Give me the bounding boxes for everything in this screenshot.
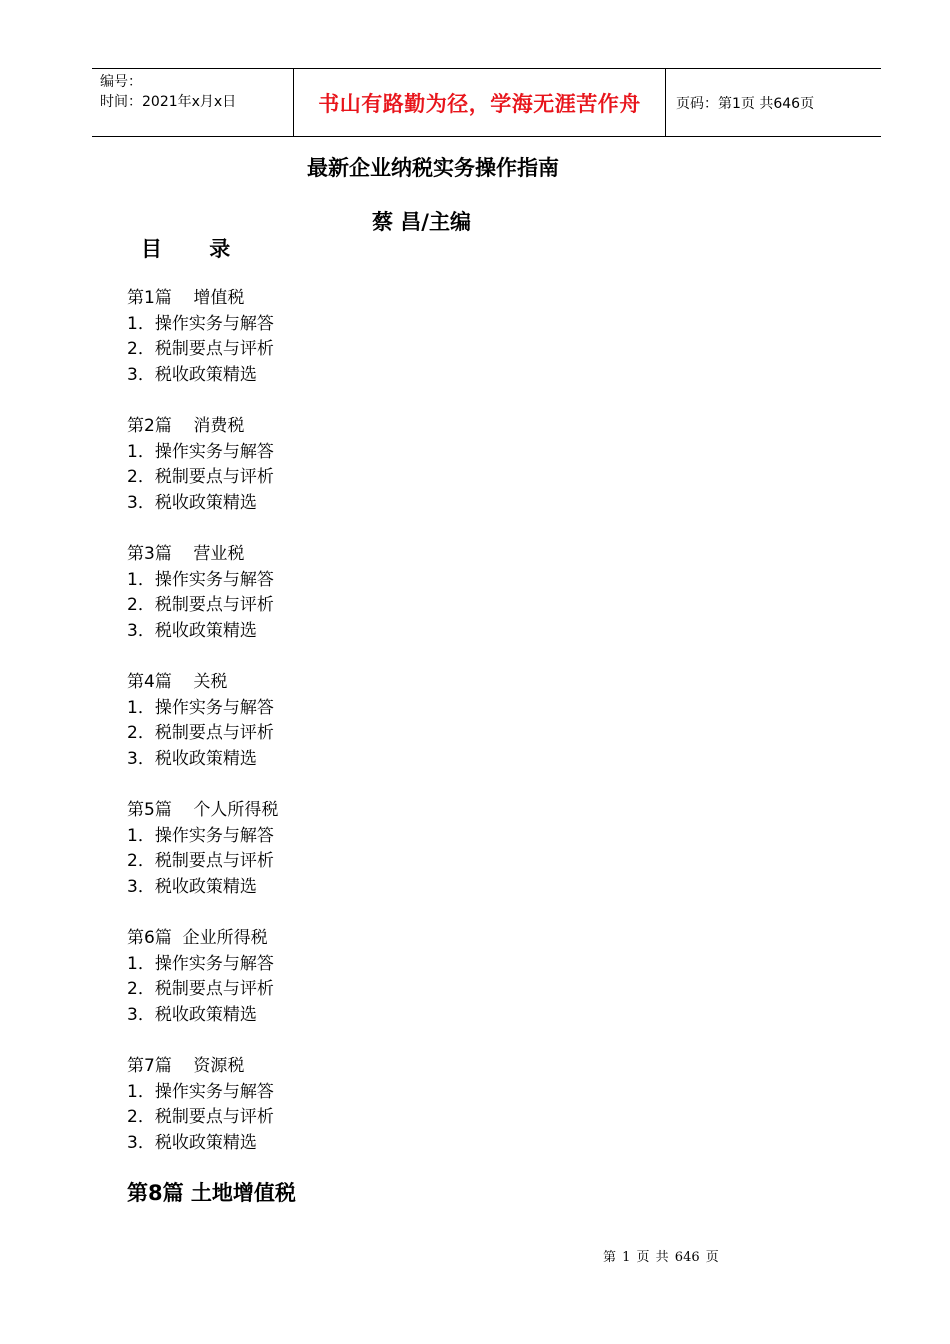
toc-item[interactable]: 3．税收政策精选 xyxy=(127,1004,257,1025)
page-footer: 第 1 页 共 646 页 xyxy=(603,1250,719,1265)
toc-title: 目 录 xyxy=(141,237,251,261)
toc-part xyxy=(127,798,627,900)
document-title: 最新企业纳税实务操作指南 xyxy=(307,156,559,180)
toc-item[interactable]: 2．税制要点与评析 xyxy=(127,467,274,487)
toc-item[interactable]: 2．税制要点与评析 xyxy=(127,339,274,359)
toc-item[interactable]: 3．税收政策精选 xyxy=(127,364,257,385)
toc-item[interactable]: 1．操作实务与解答 xyxy=(127,313,274,334)
editor-line: 蔡 昌/主编 xyxy=(372,210,471,234)
toc-part xyxy=(127,670,627,772)
toc-item[interactable]: 3．税收政策精选 xyxy=(127,620,257,641)
toc-part-title[interactable]: 第2篇 消费税 xyxy=(127,416,245,436)
page-info: 页码：第1页 共646页 xyxy=(676,95,815,112)
time-label: 时间：2021年x月x日 xyxy=(100,94,237,110)
toc-part-title[interactable]: 第1篇 增值税 xyxy=(127,288,245,308)
toc-item[interactable]: 1．操作实务与解答 xyxy=(127,441,274,462)
page-header xyxy=(92,68,881,137)
toc-item[interactable]: 3．税收政策精选 xyxy=(127,1132,257,1153)
toc-part-title[interactable]: 第3篇 营业税 xyxy=(127,544,245,564)
toc-item[interactable]: 1．操作实务与解答 xyxy=(127,569,274,590)
toc-item[interactable]: 1．操作实务与解答 xyxy=(127,697,274,718)
toc-item[interactable]: 1．操作实务与解答 xyxy=(127,825,274,846)
toc-part xyxy=(127,926,627,1028)
toc-item[interactable]: 2．税制要点与评析 xyxy=(127,851,274,871)
toc-part xyxy=(127,1054,627,1156)
toc-item[interactable]: 3．税收政策精选 xyxy=(127,492,257,513)
toc-part-title[interactable]: 第7篇 资源税 xyxy=(127,1056,245,1076)
header-motto-cell xyxy=(293,69,666,136)
toc-part-8-title: 第8篇 土地增值税 xyxy=(127,1181,296,1205)
toc-part xyxy=(127,542,627,644)
number-label: 编号： xyxy=(100,74,142,90)
toc-part-title[interactable]: 第6篇 企业所得税 xyxy=(127,928,268,948)
table-of-contents xyxy=(127,286,627,1182)
motto: 书山有路勤为径，学海无涯苦作舟 xyxy=(318,91,641,116)
toc-item[interactable]: 3．税收政策精选 xyxy=(127,876,257,897)
toc-part-title[interactable]: 第4篇 关税 xyxy=(127,672,228,692)
toc-part xyxy=(127,414,627,516)
header-meta xyxy=(92,69,293,136)
toc-item[interactable]: 2．税制要点与评析 xyxy=(127,723,274,743)
toc-item[interactable]: 2．税制要点与评析 xyxy=(127,1107,274,1127)
toc-item[interactable]: 1．操作实务与解答 xyxy=(127,1081,274,1102)
toc-part-title[interactable]: 第5篇 个人所得税 xyxy=(127,800,279,820)
toc-part xyxy=(127,286,627,388)
toc-item[interactable]: 2．税制要点与评析 xyxy=(127,979,274,999)
toc-item[interactable]: 2．税制要点与评析 xyxy=(127,595,274,615)
toc-item[interactable]: 1．操作实务与解答 xyxy=(127,953,274,974)
header-page-info xyxy=(666,69,881,136)
toc-item[interactable]: 3．税收政策精选 xyxy=(127,748,257,769)
